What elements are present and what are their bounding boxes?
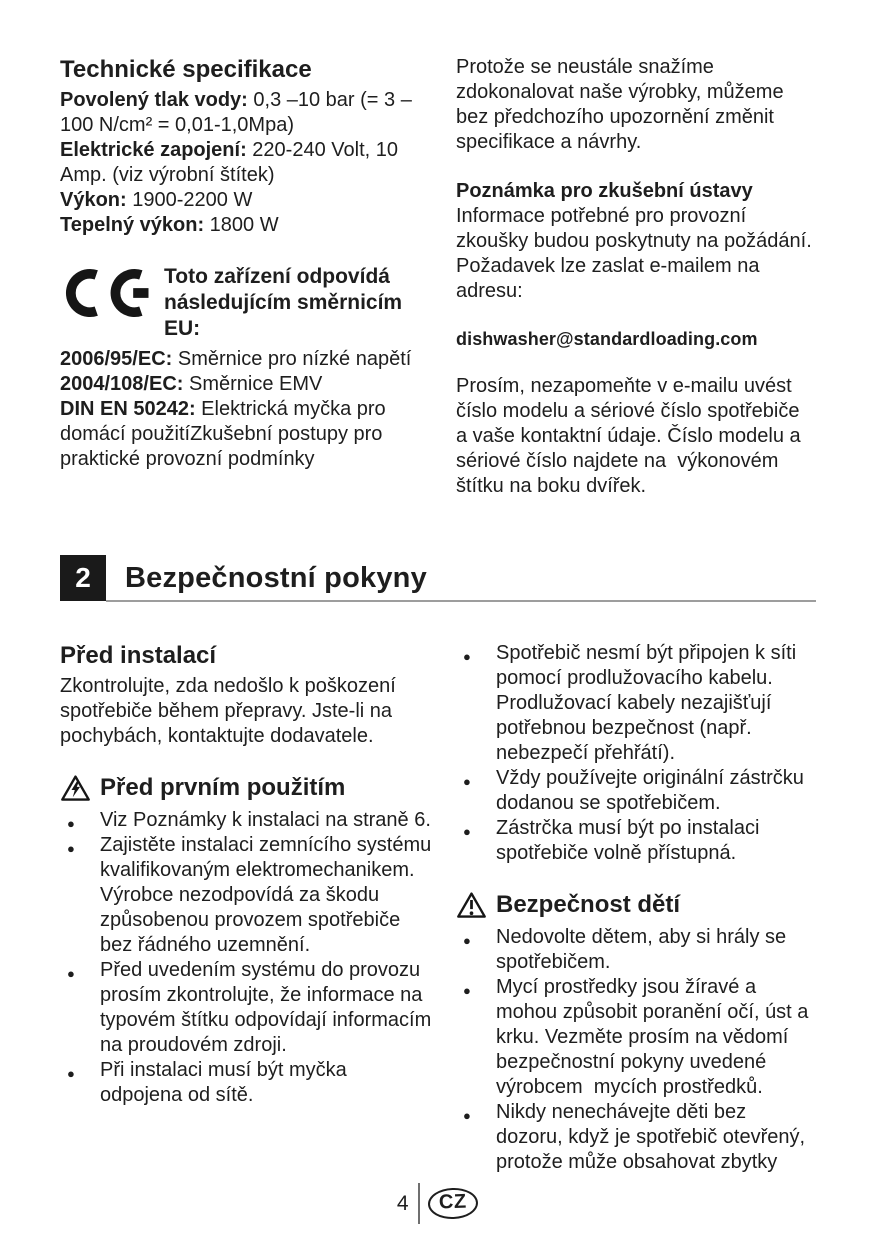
- child-safety-column: [456, 641, 816, 1175]
- directive-line: [60, 372, 432, 397]
- before-install-title: Před instalací: [60, 642, 217, 669]
- spec-line: [60, 88, 432, 138]
- child-safety-title: Bezpečnost dětí: [496, 891, 681, 918]
- testing-note-body: Informace potřebné pro provozní zkoušky budou poskytnuty na požádání. Požadavek lze zaslat e-mailem na adresu:: [456, 205, 818, 302]
- spec-value: 220-240 Volt, 10 Amp. (viz výrobní štítek): [60, 139, 403, 186]
- high-voltage-triangle-icon: [60, 774, 91, 802]
- testing-note-column: [456, 55, 816, 499]
- ce-statement: Toto zařízení odpovídá následujícím směrnicím EU:: [164, 265, 408, 340]
- directive-value: Směrnice EMV: [183, 373, 323, 395]
- list-item: ● Před uvedením systému do provozu prosím zkontrolujte, že informace na typovém štítku odpovídají informacím na proudovém zdroji.: [60, 958, 432, 1058]
- spec-line: [60, 213, 432, 238]
- improvement-notice: Protože se neustále snažíme zdokonalovat naše výrobky, můžeme bez předchozího upozornění změnit specifikace a návrhy.: [456, 56, 790, 153]
- list-item: ● Nedovolte dětem, aby si hrály se spotřebičem.: [456, 925, 816, 975]
- section-divider: [106, 600, 816, 602]
- directive-label: DIN EN 50242:: [60, 398, 196, 420]
- spec-value: 1800 W: [204, 214, 279, 236]
- list-item: ● Vždy používejte originální zástrčku dodanou se spotřebičem.: [456, 766, 816, 816]
- spec-label: Tepelný výkon:: [60, 214, 205, 236]
- ce-declaration: [60, 264, 432, 342]
- footer-divider: [418, 1183, 420, 1224]
- directive-label: 2004/108/EC:: [60, 373, 184, 395]
- before-install-body: Zkontrolujte, zda nedošlo k poškození spotřebiče během přepravy. Jste-li na pochybách, kontaktujte dodavatele.: [60, 675, 402, 747]
- list-item: ● Zajistěte instalaci zemnícího systému kvalifikovaným elektromechanikem. Výrobce nezodpovídá za škodu způsobenou provozem spotřebiče bez řádného uzemnění.: [60, 833, 432, 958]
- spec-line: [60, 138, 432, 188]
- spec-label: Elektrické zapojení:: [60, 139, 247, 161]
- section-number: 2: [60, 555, 106, 601]
- directive-line: [60, 347, 432, 372]
- section-title: Bezpečnostní pokyny: [125, 561, 427, 594]
- email-instructions: Prosím, nezapomeňte v e-mailu uvést číslo modelu a sériové číslo spotřebiče a vaše kontaktní údaje. Číslo modelu a sériové číslo najdete na výkonovém štítku na boku dvířek.: [456, 375, 807, 497]
- list-item: ● Viz Poznámky k instalaci na straně 6.: [60, 808, 432, 833]
- tech-specs-column: [60, 55, 432, 499]
- section-header: [60, 555, 816, 601]
- directive-label: 2006/95/EC:: [60, 348, 173, 370]
- before-first-use-heading: [60, 773, 432, 803]
- list-item: ● Při instalaci musí být myčka odpojena od sítě.: [60, 1058, 432, 1108]
- ce-mark-icon: [60, 268, 152, 318]
- warning-triangle-icon: [456, 891, 487, 919]
- testing-note-title: Poznámka pro zkušební ústavy: [456, 180, 753, 202]
- child-safety-heading: [456, 890, 816, 920]
- child-safety-list: [456, 925, 816, 1175]
- spec-label: Povolený tlak vody:: [60, 89, 248, 111]
- safety-columns: [60, 641, 816, 1175]
- list-item: ● Mycí prostředky jsou žíravé a mohou způsobit poranění očí, úst a krku. Vezměte prosím na vědomí bezpečnostní pokyny uvedené výrobcem mycích prostředků.: [456, 975, 816, 1100]
- spec-value: 1900-2200 W: [126, 189, 253, 211]
- top-columns: [60, 55, 816, 499]
- directive-line: [60, 397, 432, 472]
- directive-value: Směrnice pro nízké napětí: [172, 348, 412, 370]
- spec-line: [60, 188, 432, 213]
- list-item: ● Nikdy nenechávejte děti bez dozoru, když je spotřebič otevřený, protože může obsahovat zbytky: [456, 1100, 816, 1175]
- before-install-column: [60, 641, 443, 1175]
- page-number: 4: [396, 1191, 409, 1215]
- spec-value: 0,3 –10 bar (= 3 – 100 N/cm² = 0,01-1,0Mpa): [60, 89, 418, 136]
- spec-label: Výkon:: [60, 189, 127, 211]
- contact-email: dishwasher@standardloading.com: [456, 329, 758, 349]
- page-footer: [0, 1183, 874, 1224]
- list-item: ● Spotřebič nesmí být připojen k síti pomocí prodlužovacího kabelu. Prodlužovací kabely nezajišťují potřebnou bezpečnost (např. nebezpečí přehřátí).: [456, 641, 816, 766]
- before-first-use-list: [60, 808, 443, 1108]
- power-safety-list: [456, 641, 816, 866]
- list-item: ● Zástrčka musí být po instalaci spotřebiče volně přístupná.: [456, 816, 816, 866]
- tech-specs-title: Technické specifikace: [60, 56, 312, 83]
- before-first-use-title: Před prvním použitím: [100, 774, 346, 801]
- directive-value: Elektrická myčka pro domácí použitíZkušební postupy pro praktické provozní podmínky: [60, 398, 392, 470]
- country-badge: CZ: [427, 1187, 478, 1220]
